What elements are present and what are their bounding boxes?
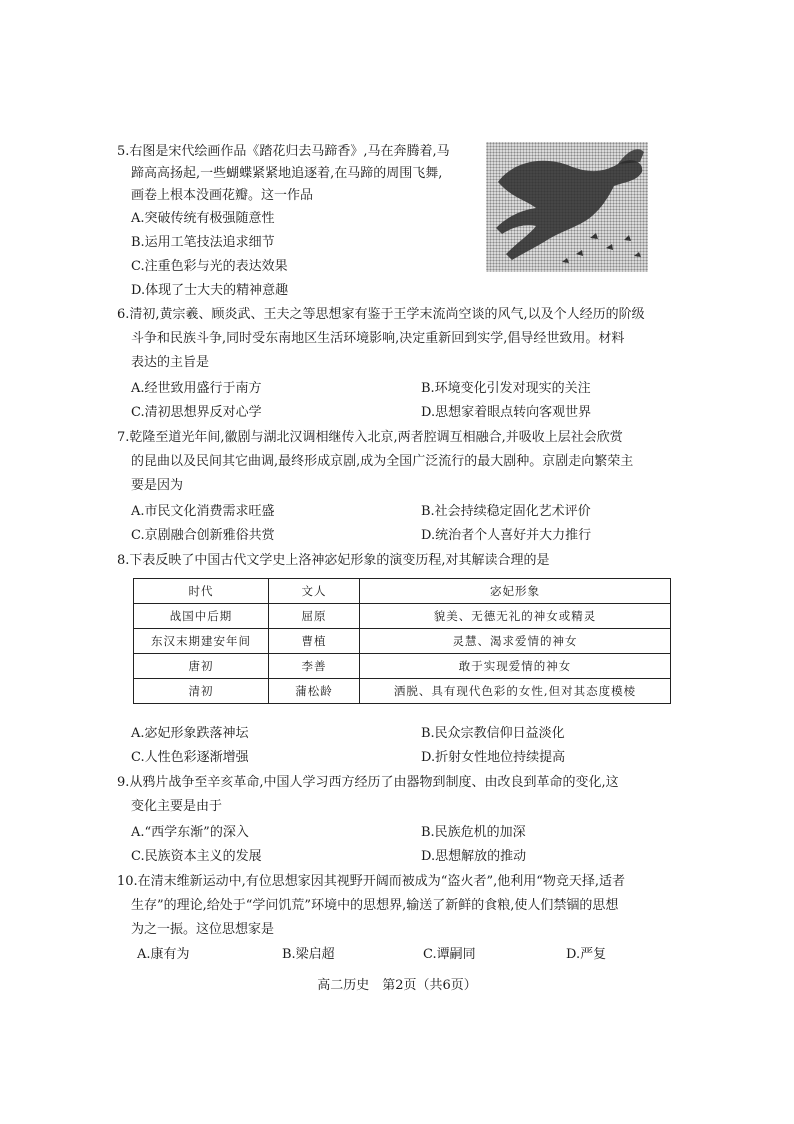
q10-option-a: A.康有为 (137, 947, 190, 962)
q5-option-c: C.注重色彩与光的表达效果 (131, 259, 288, 274)
q6-option-c: C.清初思想界反对心学 (131, 405, 262, 420)
q8-option-c: C.人性色彩逐渐增强 (131, 750, 249, 765)
q5-option-d: D.体现了士大夫的精神意趣 (131, 283, 289, 298)
q6-option-d: D.思想家着眼点转向客观世界 (421, 405, 592, 420)
table-row (134, 629, 671, 654)
table-header-cell: 文人 (269, 579, 360, 604)
galloping-horse-icon (486, 142, 648, 272)
q8-option-d: D.折射女性地位持续提高 (421, 750, 566, 765)
q7-stem-line-2: 的昆曲以及民间其它曲调,最终形成京剧,成为全国广泛流行的最大剧种。京剧走向繁荣主 (131, 454, 634, 469)
q8-table (133, 578, 671, 704)
q9-option-c: C.民族资本主义的发展 (131, 849, 262, 864)
table-cell: 曹植 (269, 629, 360, 654)
table-header-cell: 宓妃形象 (360, 579, 671, 604)
table-cell: 东汉末期建安年间 (134, 629, 269, 654)
table-cell: 屈原 (269, 604, 360, 629)
q9-stem-line-1: 9.从鸦片战争至辛亥革命,中国人学习西方经历了由器物到制度、由改良到革命的变化,这 (117, 775, 619, 790)
q7-option-d: D.统治者个人喜好并大力推行 (421, 528, 592, 543)
table-cell: 蒲松龄 (269, 679, 360, 704)
q10-stem-line-2: 生存”的理论,给处于“学问饥荒”环境中的思想界,输送了新鲜的食粮,使人们禁锢的思想 (131, 898, 619, 913)
table-cell: 灵慧、渴求爱情的神女 (360, 629, 671, 654)
q9-option-b: B.民族危机的加深 (421, 825, 526, 840)
q9-stem-line-2: 变化主要是由于 (131, 799, 223, 814)
q6-option-a: A.经世致用盛行于南方 (131, 381, 262, 396)
page-footer: 高二历史 第2页（共6页） (317, 978, 477, 993)
table-header-row (134, 579, 671, 604)
q10-stem-line-3: 为之一振。这位思想家是 (131, 922, 275, 937)
table-row (134, 679, 671, 704)
table-cell: 貌美、无德无礼的神女或精灵 (360, 604, 671, 629)
table-cell: 战国中后期 (134, 604, 269, 629)
q6-stem-line-3: 表达的主旨是 (131, 355, 210, 370)
q5-stem-line-3: 画卷上根本没画花瓣。这一作品 (131, 188, 314, 203)
q5-option-b: B.运用工笔技法追求细节 (131, 235, 275, 250)
q7-option-b: B.社会持续稳定固化艺术评价 (421, 504, 591, 519)
table-cell: 唐初 (134, 654, 269, 679)
q10-option-d: D.严复 (566, 947, 607, 962)
q7-stem-line-3: 要是因为 (131, 478, 184, 493)
q7-option-a: A.市民文化消费需求旺盛 (131, 504, 275, 519)
q8-option-b: B.民众宗教信仰日益淡化 (421, 726, 565, 741)
q5-option-a: A.突破传统有极强随意性 (131, 211, 275, 226)
q5-stem-line-1: 5.右图是宋代绘画作品《踏花归去马蹄香》,马在奔腾着,马 (117, 144, 450, 159)
q6-stem-line-2: 斗争和民族斗争,同时受东南地区生活环境影响,决定重新回到实学,倡导经世致用。材料 (131, 331, 625, 346)
table-header-cell: 时代 (134, 579, 269, 604)
table-cell: 敢于实现爱情的神女 (360, 654, 671, 679)
q6-stem-line-1: 6.清初,黄宗羲、顾炎武、王夫之等思想家有鉴于王学末流尚空谈的风气,以及个人经历的阶级 (117, 307, 645, 322)
q10-option-c: C.谭嗣同 (423, 947, 476, 962)
q10-option-b: B.梁启超 (282, 947, 335, 962)
q9-option-d: D.思想解放的推动 (421, 849, 527, 864)
q10-stem-line-1: 10.在清末维新运动中,有位思想家因其视野开阔而被成为“盗火者”,他利用“物竞天择,适者 (117, 874, 626, 889)
q8-stem-line-1: 8.下表反映了中国古代文学史上洛神宓妃形象的演变历程,对其解读合理的是 (117, 553, 550, 568)
table-row (134, 654, 671, 679)
q9-option-a: A.“西学东渐”的深入 (131, 825, 249, 840)
table-row (134, 604, 671, 629)
q6-option-b: B.环境变化引发对现实的关注 (421, 381, 591, 396)
table-cell: 清初 (134, 679, 269, 704)
table-cell: 李善 (269, 654, 360, 679)
q7-option-c: C.京剧融合创新雅俗共赏 (131, 528, 275, 543)
q5-stem-line-2: 蹄高高扬起,一些蝴蝶紧紧地追逐着,在马蹄的周围飞舞, (131, 166, 443, 181)
q8-option-a: A.宓妃形象跌落神坛 (131, 726, 249, 741)
horse-painting-image (486, 142, 648, 272)
table-cell: 洒脱、具有现代色彩的女性,但对其态度模棱 (360, 679, 671, 704)
q7-stem-line-1: 7.乾隆至道光年间,徽剧与湖北汉调相继传入北京,两者腔调互相融合,并吸收上层社会欣赏 (117, 430, 623, 445)
